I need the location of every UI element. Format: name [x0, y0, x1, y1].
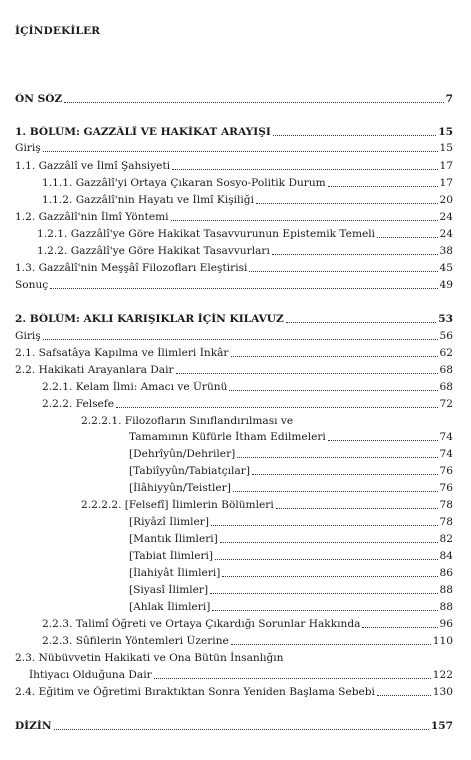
leader-dots [273, 134, 436, 136]
toc-entry-page: 88 [439, 584, 453, 596]
toc-entry-page: 82 [439, 533, 453, 545]
toc-entry [42, 194, 453, 207]
toc-entry-page: 122 [432, 669, 453, 681]
toc-entry [29, 669, 453, 682]
toc-entry-page: 86 [439, 567, 453, 579]
leader-dots [212, 609, 437, 611]
toc-entry [37, 228, 453, 241]
page-title: İÇİNDEKİLER [15, 25, 101, 37]
leader-dots [172, 168, 437, 170]
toc-entry-label: 1.2.2. Gazzâlî'ye Göre Hakikat Tasavvurları [37, 245, 270, 257]
toc-entry-label: 1.1.2. Gazzâlî'nin Hayatı ve İlmî Kişiliği [42, 194, 254, 206]
toc-entry-label: [Dehrîyûn/Dehriler] [129, 448, 236, 460]
leader-dots [116, 406, 438, 408]
leader-dots [377, 694, 431, 696]
toc-entry [15, 279, 453, 292]
toc-entry-label: [Tabiîyyûn/Tabiatçılar] [129, 465, 250, 477]
toc-entry [15, 347, 453, 360]
toc-entry-label: 2.4. Eğitim ve Öğretimi Bıraktıktan Sonra Yeniden Başlama Sebebi [15, 686, 375, 698]
toc-entry-label: Sonuç [15, 279, 49, 291]
toc-entry [42, 177, 453, 190]
toc-entry-label: Tamamının Küfürle İtham Edilmeleri [129, 431, 326, 443]
toc-entry-page: 38 [439, 245, 453, 257]
leader-dots [211, 524, 438, 526]
toc-entry-page: 45 [439, 262, 453, 274]
toc-entry-label: 2.2. Hakikati Arayanlara Dair [15, 364, 174, 376]
leader-dots [210, 592, 437, 594]
leader-dots [171, 219, 438, 221]
toc-entry-page: 53 [438, 313, 453, 325]
toc-entry-page: 110 [432, 635, 453, 647]
leader-dots [215, 558, 437, 560]
toc-entry [129, 550, 453, 563]
toc-entry-label: [Ahlak İlimleri] [129, 601, 211, 613]
toc-entry-label: İhtiyacı Olduğuna Dair [29, 669, 152, 681]
toc-entry [129, 533, 453, 546]
toc-entry [129, 465, 453, 478]
leader-dots [286, 321, 436, 323]
toc-entry-label: [Mantık İlimleri] [129, 533, 218, 545]
leader-dots [237, 456, 437, 458]
toc-entry-page: 24 [439, 228, 453, 240]
toc-entry [129, 516, 453, 529]
toc-entry [37, 245, 453, 258]
toc-entry-page: 88 [439, 601, 453, 613]
toc-entry-page: 62 [439, 347, 453, 359]
toc-entry [42, 398, 453, 411]
leader-dots [328, 439, 438, 441]
toc-entry [15, 686, 453, 699]
leader-dots [256, 202, 438, 204]
toc-entry-label: Giriş [15, 330, 41, 342]
toc-entry-page: 96 [439, 618, 453, 630]
toc-entry [129, 584, 453, 597]
toc-entry-label: 1.3. Gazzâlî'nin Meşşâî Filozofları Eleştirisi [15, 262, 248, 274]
toc-entry-label: [İlâhiyyûn/Teistler] [129, 482, 231, 494]
toc-entry [129, 601, 453, 614]
toc-entry-label: 1.2. Gazzâlî'nin İlmî Yöntemi [15, 211, 169, 223]
toc-entry-page: 17 [439, 160, 453, 172]
toc-entry-label: 1.1.1. Gazzâlî'yi Ortaya Çıkaran Sosyo-Politik Durum [42, 177, 326, 189]
toc-entry [15, 720, 453, 733]
toc-entry-label: [Riyâzî İlimler] [129, 516, 209, 528]
toc-entry [81, 499, 453, 512]
toc-entry-page: 49 [439, 279, 453, 291]
leader-dots [252, 473, 438, 475]
leader-dots [50, 287, 437, 289]
toc-entry-label: ÖN SÖZ [15, 93, 63, 105]
leader-dots [272, 253, 438, 255]
toc-entry-label: 2.1. Safsatâya Kapılma ve İlimleri İnkâr [15, 347, 229, 359]
leader-dots [276, 507, 438, 509]
leader-dots [176, 372, 438, 374]
toc-entry-page: 68 [439, 381, 453, 393]
toc-entry-page: 7 [445, 93, 453, 105]
toc-entry [129, 448, 453, 461]
toc-entry-page: 17 [439, 177, 453, 189]
toc-entry-label: 2.2.3. Talimî Öğreti ve Ortaya Çıkardığı Sorunlar Hakkında [42, 618, 361, 630]
toc-entry [15, 330, 453, 343]
toc-entry-page: 72 [439, 398, 453, 410]
toc-entry-label: 2.2.3. Sûfilerin Yöntemleri Üzerine [42, 635, 229, 647]
toc-entry-page: 78 [439, 499, 453, 511]
toc-entry-page: 74 [439, 448, 453, 460]
leader-dots [249, 270, 437, 272]
toc-entry [15, 142, 453, 155]
leader-dots [220, 541, 438, 543]
toc-entry [42, 635, 453, 648]
toc-entry-label: [Siyasî İlimler] [129, 584, 209, 596]
leader-dots [154, 677, 431, 679]
toc-entry-page: 130 [432, 686, 453, 698]
toc-entry [15, 211, 453, 224]
toc-entry-page: 76 [439, 482, 453, 494]
leader-dots [328, 185, 438, 187]
toc-entry-label: Giriş [15, 142, 41, 154]
toc-entry [15, 160, 453, 173]
toc-entry-label: 2.3. Nübüvvetin Hakikati ve Ona Bütün İnsanlığın [15, 652, 284, 664]
toc-entry-page: 20 [439, 194, 453, 206]
toc-entry-page: 84 [439, 550, 453, 562]
toc-entry-label: 2.2.2.2. [Felsefî] İlimlerin Bölümleri [81, 499, 274, 511]
leader-dots [43, 150, 438, 152]
toc-entry-page: 74 [439, 431, 453, 443]
leader-dots [362, 626, 437, 628]
toc-entry [42, 618, 453, 631]
leader-dots [233, 490, 438, 492]
toc-entry-page: 15 [439, 142, 453, 154]
toc-entry-page: 76 [439, 465, 453, 477]
toc-entry-page: 78 [439, 516, 453, 528]
leader-dots [231, 643, 431, 645]
toc-entry-label: 2.2.2.1. Filozofların Sınıflandırılması ve [81, 415, 294, 427]
toc-entry-page: 157 [430, 720, 453, 732]
toc-entry-label: 1.1. Gazzâlî ve İlmî Şahsiyeti [15, 160, 171, 172]
toc-entry-page: 56 [439, 330, 453, 342]
leader-dots [231, 355, 438, 357]
toc-entry-page: 68 [439, 364, 453, 376]
toc-entry [15, 262, 453, 275]
leader-dots [229, 389, 437, 391]
toc-entry-label: DİZİN [15, 720, 52, 732]
toc-entry [15, 93, 453, 106]
toc-entry [15, 313, 453, 326]
leader-dots [54, 728, 429, 730]
toc-entry-label: 1. BÖLÜM: GAZZÂLÎ VE HAKİKAT ARAYIŞI [15, 126, 271, 138]
toc-entry-page: 15 [438, 126, 453, 138]
leader-dots [377, 236, 437, 238]
toc-entry-label: 2.2.1. Kelam İlmi: Amacı ve Ürünü [42, 381, 228, 393]
toc-entry-label: [İlahiyât İlimleri] [129, 567, 221, 579]
toc-entry [129, 567, 453, 580]
toc-entry-label: 2.2.2. Felsefe [42, 398, 115, 410]
toc-entry [129, 482, 453, 495]
toc-entry-label: 2. BÖLÜM: AKLI KARIŞIKLAR İÇİN KILAVUZ [15, 313, 284, 325]
leader-dots [43, 338, 438, 340]
toc-entry [42, 381, 453, 394]
toc-entry [15, 126, 453, 139]
toc-entry-label: 1.2.1. Gazzâlî'ye Göre Hakikat Tasavvurunun Epistemik Temeli [37, 228, 376, 240]
toc-entry-page: 24 [439, 211, 453, 223]
toc-entry [129, 431, 453, 444]
leader-dots [64, 101, 443, 103]
leader-dots [222, 575, 437, 577]
toc-entry-label: [Tabiat İlimleri] [129, 550, 214, 562]
toc-entry [15, 364, 453, 377]
